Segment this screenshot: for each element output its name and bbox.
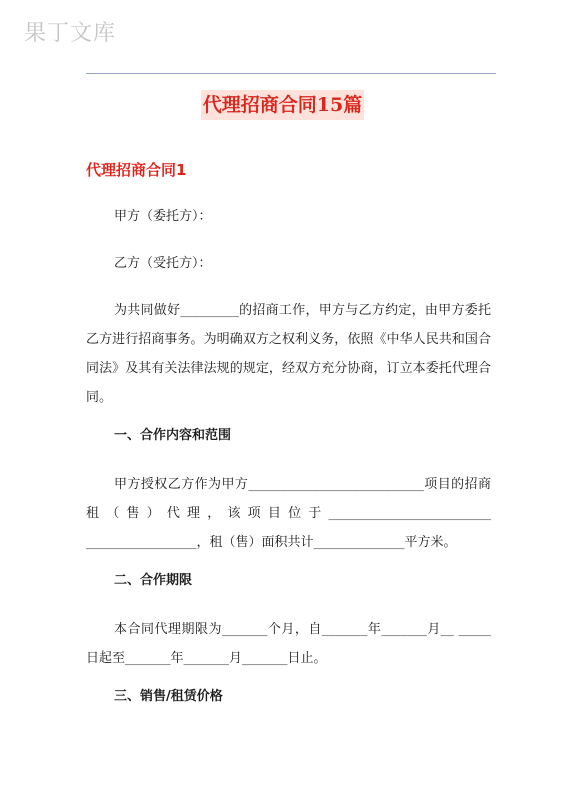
section-title: 代理招商合同1 (86, 161, 187, 179)
document-title: 代理招商合同15篇 (201, 90, 364, 120)
document-body (86, 150, 491, 731)
party-b-line: 乙方（受托方）： (114, 256, 212, 271)
clause-1-heading: 一、合作内容和范围 (114, 428, 232, 443)
watermark-logo: 果丁文库 (24, 21, 117, 46)
clause-3-heading: 三、销售/租赁价格 (114, 689, 223, 704)
clause-2-paragraph: 本合同代理期限为_______个月，自_______年_______月__ _____日起至_______年_______月_______日止。 (86, 622, 491, 666)
clause-2-heading: 二、合作期限 (114, 573, 193, 588)
clause-1-paragraph: 甲方授权乙方作为甲方___________________________项目的招商租（售）代理，该项目位于_________________________ _________________，租（售）面积共计______________平方米。 (86, 477, 491, 550)
header-divider (86, 73, 496, 74)
party-a-line: 甲方（委托方）： (114, 209, 212, 224)
document-title-container (0, 90, 565, 120)
intro-paragraph: 为共同做好_________的招商工作，甲方与乙方约定，由甲方委托乙方进行招商事务。为明确双方之权利义务，依照《中华人民共和国合同法》及其有关法律法规的规定，经双方充分协商，订立本委托代理合同。 (86, 303, 491, 405)
